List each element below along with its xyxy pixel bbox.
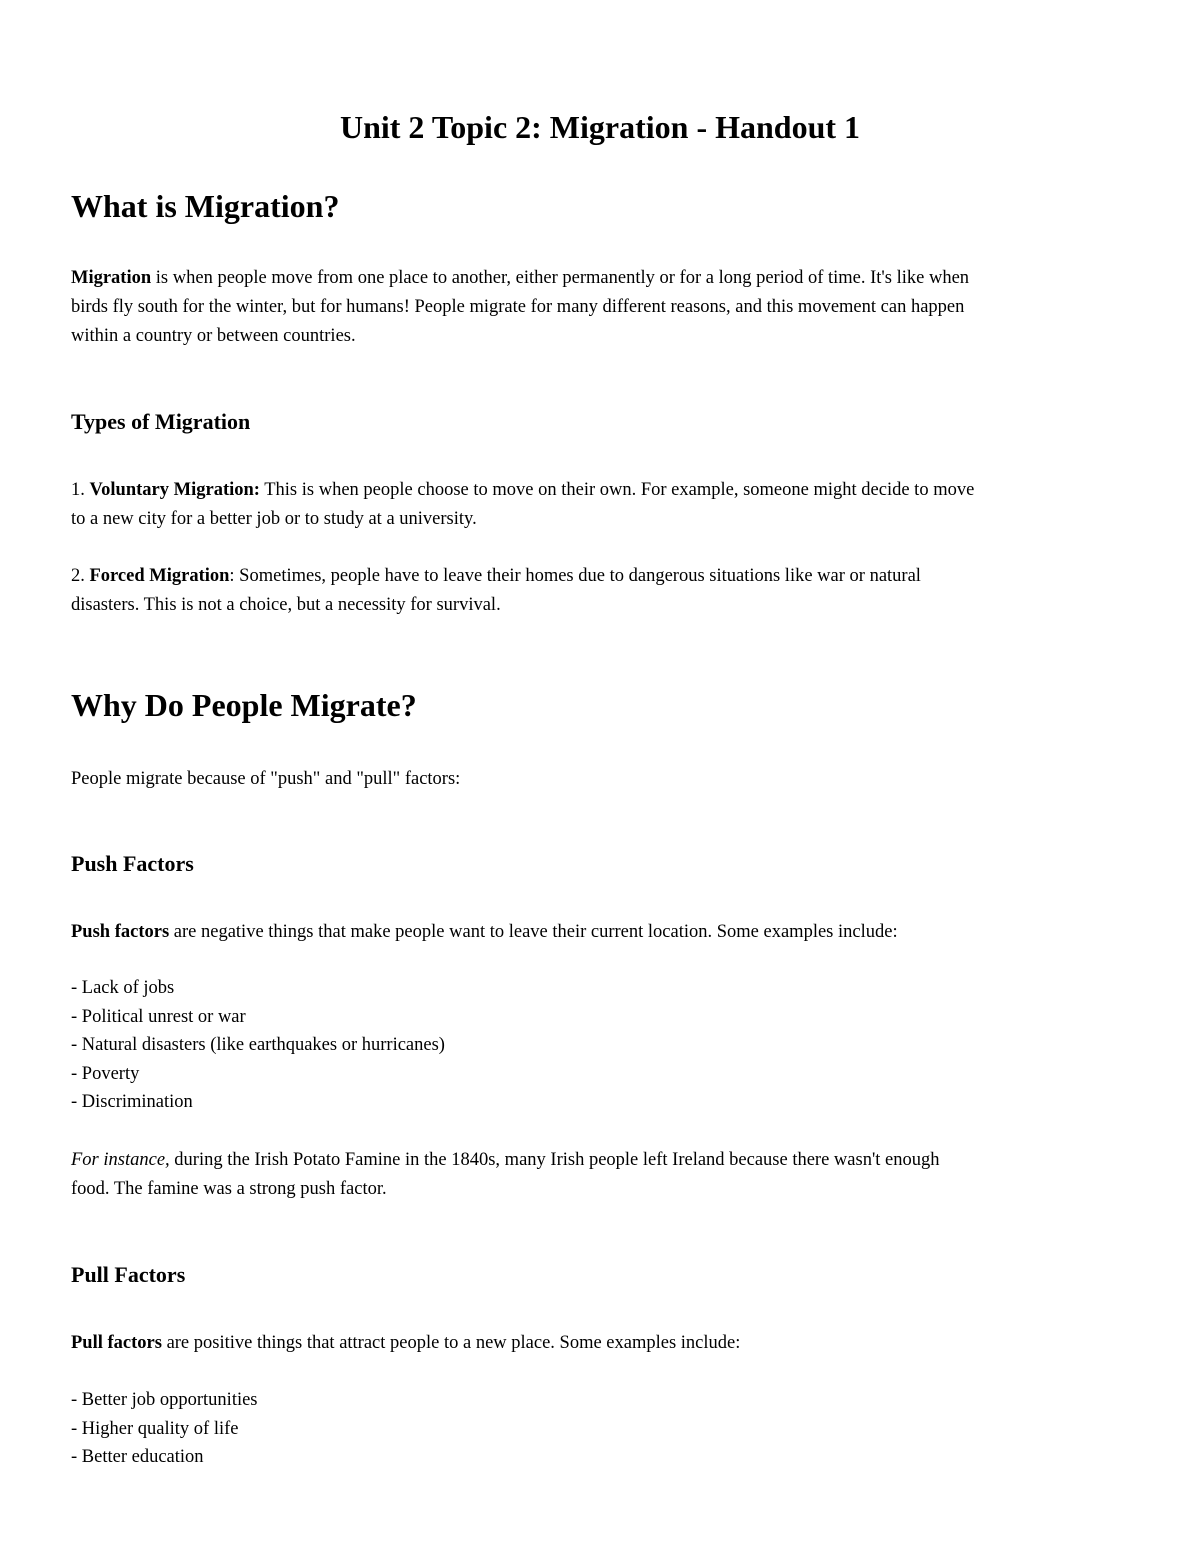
paragraph-push-example <box>71 1146 1133 1204</box>
document-title: Unit 2 Topic 2: Migration - Handout 1 <box>339 109 861 145</box>
voluntary-line-2: to a new city for a better job or to study at a university. <box>71 509 477 529</box>
voluntary-text-1: This is when people choose to move on their own. For example, someone might decide to move <box>259 480 975 500</box>
list-item: - Better job opportunities <box>71 1390 258 1410</box>
pull-factors-text: are positive things that attract people to a new place. Some examples include: <box>161 1333 741 1353</box>
list-item: - Higher quality of life <box>71 1418 239 1439</box>
push-factors-text: are negative things that make people want to leave their current location. Some examples include: <box>169 922 898 942</box>
paragraph-migration-definition <box>71 264 1133 351</box>
heading-pull-factors: Pull Factors <box>71 1262 186 1287</box>
push-example-line-1 <box>71 1146 1133 1175</box>
list-item: - Poverty <box>71 1063 140 1084</box>
paragraph-pull-factors <box>71 1329 1133 1358</box>
definition-line-3: within a country or between countries. <box>71 326 356 346</box>
term-migration: Migration <box>71 268 152 288</box>
push-factors-list <box>71 974 445 1117</box>
list-item: - Better education <box>71 1447 204 1467</box>
definition-line-1 <box>71 264 1133 293</box>
heading-types-of-migration: Types of Migration <box>71 409 251 434</box>
term-pull-factors: Pull factors <box>71 1333 162 1353</box>
voluntary-line-1 <box>71 476 1133 505</box>
list-item: - Discrimination <box>71 1092 193 1112</box>
list-item: - Political unrest or war <box>71 1006 246 1027</box>
forced-text-1: : Sometimes, people have to leave their homes due to dangerous situations like war or natural <box>229 566 921 586</box>
pull-factors-list <box>71 1386 258 1472</box>
push-example-lead: For instance, <box>71 1150 170 1170</box>
list-item: - Natural disasters (like earthquakes or hurricanes) <box>71 1035 445 1055</box>
heading-why-do-people-migrate: Why Do People Migrate? <box>71 687 417 723</box>
voluntary-number: 1. <box>71 480 90 500</box>
term-forced-migration: Forced Migration <box>89 566 230 586</box>
paragraph-forced-migration <box>71 562 1133 620</box>
term-voluntary-migration: Voluntary Migration: <box>89 480 260 500</box>
forced-line-2: disasters. This is not a choice, but a necessity for survival. <box>71 595 501 615</box>
push-example-line-2: food. The famine was a strong push factor. <box>71 1179 387 1199</box>
paragraph-voluntary-migration <box>71 476 1133 534</box>
paragraph-push-factors <box>71 918 1133 947</box>
heading-push-factors: Push Factors <box>71 851 194 876</box>
term-push-factors: Push factors <box>71 922 170 942</box>
list-item: - Lack of jobs <box>71 978 175 998</box>
heading-what-is-migration: What is Migration? <box>71 188 340 224</box>
forced-line-1 <box>71 562 1133 591</box>
paragraph-push-pull-intro: People migrate because of "push" and "pull" factors: <box>71 769 461 789</box>
push-example-text-1: during the Irish Potato Famine in the 1840s, many Irish people left Ireland because there wasn't enough <box>169 1150 940 1170</box>
definition-text-1: is when people move from one place to another, either permanently or for a long period of time. It's like when <box>151 268 970 288</box>
forced-number: 2. <box>71 566 90 586</box>
definition-line-2: birds fly south for the winter, but for humans! People migrate for many different reasons, and this movement can happen <box>71 297 965 317</box>
